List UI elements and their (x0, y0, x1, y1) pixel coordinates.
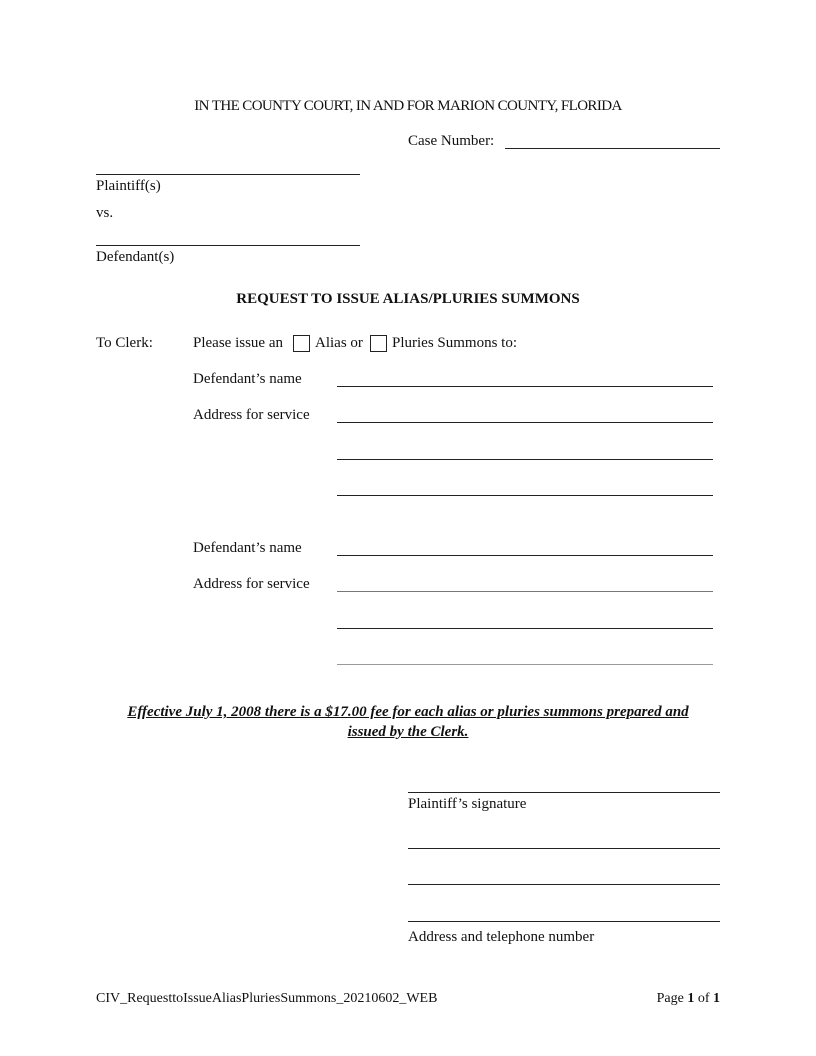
case-number-label: Case Number: (408, 133, 495, 149)
address-field[interactable] (337, 422, 713, 423)
fee-notice-line1: Effective July 1, 2008 there is a $17.00 fee for each alias or pluries summons prepared and (127, 704, 689, 720)
address-field[interactable] (337, 459, 713, 460)
address-phone-field[interactable] (408, 848, 720, 849)
defendant-name-label: Defendant’s name (193, 540, 302, 556)
page-prefix: Page (656, 991, 684, 1006)
page-current: 1 (687, 991, 695, 1006)
address-field[interactable] (337, 628, 713, 629)
alias-label: Alias or (315, 335, 363, 351)
plaintiff-field[interactable] (96, 174, 360, 175)
address-for-service-label: Address for service (193, 576, 310, 592)
page-total: 1 (713, 991, 720, 1006)
pluries-label: Pluries Summons to: (392, 335, 518, 351)
alias-checkbox[interactable] (293, 335, 310, 352)
signature-field[interactable] (408, 792, 720, 793)
footer-page-number (657, 990, 720, 1008)
address-field[interactable] (337, 591, 713, 592)
address-phone-label: Address and telephone number (408, 929, 595, 945)
to-clerk-label: To Clerk: (96, 335, 153, 351)
defendant-name-field[interactable] (337, 555, 713, 556)
form-title: REQUEST TO ISSUE ALIAS/PLURIES SUMMONS (236, 291, 580, 307)
address-phone-field[interactable] (408, 884, 720, 885)
defendant-name-label: Defendant’s name (193, 371, 302, 387)
address-phone-field[interactable] (408, 921, 720, 922)
plaintiff-label: Plaintiff(s) (96, 178, 161, 194)
fee-notice-line2: issued by the Clerk. (347, 724, 469, 740)
vs-label: vs. (96, 205, 114, 221)
case-number-field[interactable] (505, 148, 720, 149)
page-of: of (697, 991, 710, 1006)
address-for-service-label: Address for service (193, 407, 310, 423)
pluries-checkbox[interactable] (370, 335, 387, 352)
signature-label: Plaintiff’s signature (408, 796, 527, 812)
please-issue-label: Please issue an (193, 335, 283, 351)
address-field[interactable] (337, 495, 713, 496)
address-field[interactable] (337, 664, 713, 665)
defendant-label: Defendant(s) (96, 249, 175, 265)
footer-doc-id: CIV_RequesttoIssueAliasPluriesSummons_20210602_WEB (96, 991, 438, 1006)
defendant-field[interactable] (96, 245, 360, 246)
defendant-name-field[interactable] (337, 386, 713, 387)
court-heading: IN THE COUNTY COURT, IN AND FOR MARION COUNTY, FLORIDA (194, 98, 622, 114)
